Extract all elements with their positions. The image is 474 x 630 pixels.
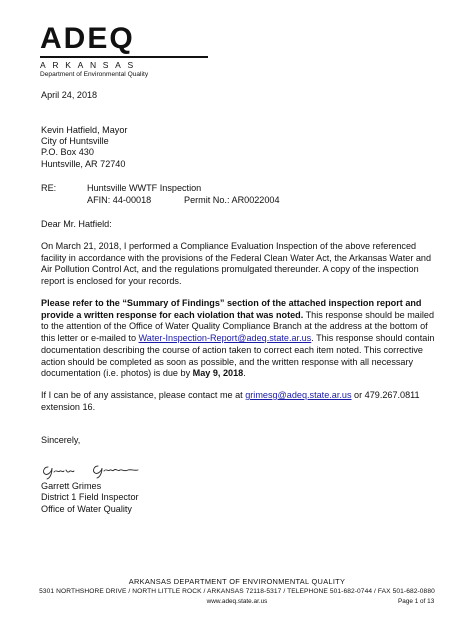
closing: Sincerely, <box>41 435 81 445</box>
page-number: Page 1 of 13 <box>398 598 435 605</box>
paragraph-text: On March 21, 2018, I performed a Compliance Evaluation Inspection of the above referenced facility in accordance with the provisions of the Federal Clean Water Act, the Arkansas Water and Air Pollution Control Act, and the regulations promulgated thereunder. A copy of the inspection report is enclosed for your records. <box>41 241 432 287</box>
recipient-org: City of Huntsville <box>41 136 109 146</box>
re-afin: AFIN: 44-00018 <box>87 195 152 205</box>
logo-department: Department of Environmental Quality <box>40 71 149 78</box>
paragraph-text-segment: If I can be of any assistance, please contact me at <box>41 390 246 400</box>
inspection-report-email-link[interactable]: Water-Inspection-Report@adeq.state.ar.us <box>138 333 312 344</box>
body-paragraph-2 <box>41 298 435 380</box>
paragraph-text-segment: . <box>243 368 246 379</box>
paragraph-text-segment: or 479.267.0811 extension 16. <box>41 390 420 412</box>
re-permit: Permit No.: AR0022004 <box>184 195 280 205</box>
signatory-title: District 1 Field Inspector <box>41 492 139 502</box>
letter-date: April 24, 2018 <box>41 90 98 100</box>
paragraph-text-segment: . This response should contain documentation describing the course of action taken to correct each item noted. This corrective action should be completed as soon as possible, and the written response with all necessary documentation (i.e. photos) is due by <box>41 333 435 379</box>
body-paragraph-1 <box>41 241 435 288</box>
paragraph-text <box>41 298 435 380</box>
recipient-name: Kevin Hatfield, Mayor <box>41 125 128 135</box>
re-label: RE: <box>41 183 57 193</box>
paragraph-text-segment: This response should be mailed to the attention of the Office of Water Quality Compliance Branch at the address at the bottom of this letter or e-mailed to <box>41 309 435 344</box>
due-date: May 9, 2018 <box>192 368 244 379</box>
logo-state: ARKANSAS <box>40 60 140 70</box>
recipient-box: P.O. Box 430 <box>41 147 94 157</box>
logo-rule <box>40 56 208 58</box>
adeq-logo <box>40 22 210 78</box>
footer-address: 5301 NORTHSHORE DRIVE / NORTH LITTLE ROCK / ARKANSAS 72118-5317 / TELEPHONE 501-682-0744 / FAX 501-682-0880 <box>39 588 435 595</box>
recipient-city: Huntsville, AR 72740 <box>41 159 126 169</box>
signatory-office: Office of Water Quality <box>41 504 132 514</box>
body-paragraph-3 <box>41 390 435 413</box>
footer-website: www.adeq.state.ar.us <box>206 598 268 605</box>
logo-wordmark: ADEQ <box>40 22 135 55</box>
paragraph-text <box>41 390 435 413</box>
footer-org: ARKANSAS DEPARTMENT OF ENVIRONMENTAL QUALITY <box>128 577 346 586</box>
contact-email-link[interactable]: grimesg@adeq.state.ar.us <box>245 390 352 400</box>
re-subject: Huntsville WWTF Inspection <box>87 183 202 193</box>
handwritten-signature <box>40 458 150 482</box>
salutation: Dear Mr. Hatfield: <box>41 219 112 229</box>
findings-instruction: Please refer to the “Summary of Findings” section of the attached inspection report and provide a written response for each violation that was noted. <box>41 298 422 320</box>
signatory-name: Garrett Grimes <box>41 481 102 491</box>
